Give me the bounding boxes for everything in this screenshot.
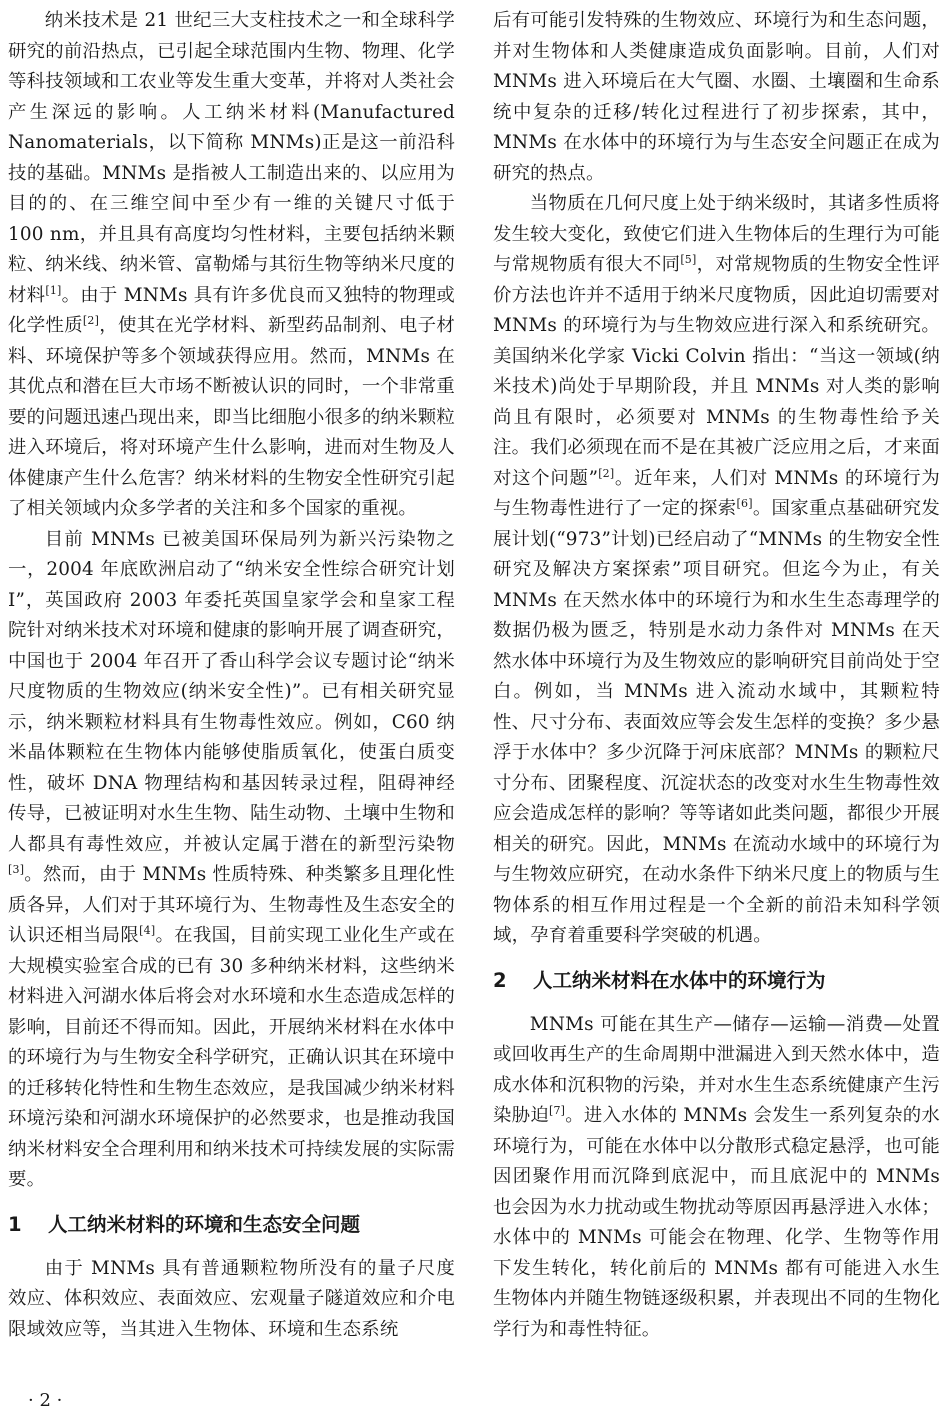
citation: [3] — [8, 862, 25, 876]
right-column — [493, 6, 940, 1345]
paragraph — [493, 1010, 940, 1346]
citation: [1] — [45, 283, 62, 297]
text-run: 。进入水体的 MNMs 会发生一系列复杂的水环境行为，可能在水体中以分散形式稳定悬浮，也可能因团聚作用而沉降到底泥中，而且底泥中的 MNMs 也会因为水力扰动或生物扰动等原因再悬浮进入水体；水体中的 MNMs 可能会在物理、化学、生物等作用下发生转化，转化前后的 MNMs 都有可能进入水生生物体内并随生物链逐级积累，并表现出不同的生物化学行为和毒性特征。 — [493, 1105, 940, 1340]
section-heading — [493, 966, 940, 996]
paragraph — [8, 525, 455, 1196]
citation: [2] — [82, 313, 100, 327]
citation: [2] — [598, 466, 615, 480]
text-run: 。然而，由于 MNMs 性质特殊、种类繁多且理化性质各异，人们对于其环境行为、生物毒性及生态安全的认识还相当局限 — [8, 864, 455, 946]
section-number: 2 — [493, 968, 507, 992]
text-run: 。近年来，人们对 MNMs 的环境行为与生物毒性进行了一定的探索 — [493, 467, 940, 519]
paragraph — [493, 6, 940, 189]
citation: [6] — [736, 496, 753, 510]
citation: [4] — [139, 923, 156, 937]
text-run: 。在我国，目前实现工业化生产或在大规模实验室合成的已有 30 多种纳米材料，这些纳米材料进入河湖水体后将会对水环境和水生态造成怎样的影响，目前还不得而知。因此，开展纳米材料在水体中的环境行为与生物安全科学研究，正确认识其在环境中的迁移转化特性和生物生态效应，是我国减少纳米材料环境污染和河湖水环境保护的必然要求，也是推动我国纳米材料安全合理利用和纳米技术可持续发展的实际需要。 — [8, 925, 456, 1190]
text-run: 当物质在几何尺度上处于纳米级时，其诸多性质将发生较大变化，致使它们进入生物体后的生理行为可能与常规物质有很大不同 — [493, 193, 940, 275]
text-run: 目前 MNMs 已被美国环保局列为新兴污染物之一，2004 年底欧洲启动了“纳米安全性综合研究计划 I”，英国政府 2003 年委托英国皇家学会和皇家工程院针对纳米技术对环境和健康的影响开展了调查研究，中国也于 2004 年召开了香山科学会议专题讨论“纳米尺度物质的生物效应(纳米安全性)”。已有相关研究显示，纳米颗粒材料具有生物毒性效应。例如，C60 纳米晶体颗粒在生物体内能够使脂质氧化，使蛋白质变性，破坏 DNA 物理结构和基因转录过程，阻碍神经传导，已被证明对水生生物、陆生动物、土壤中生物和人都具有毒性效应，并被认定属于潜在的新型污染物 — [8, 528, 455, 855]
left-column — [8, 6, 455, 1345]
section-heading — [8, 1210, 455, 1240]
text-run: 纳米技术是 21 世纪三大支柱技术之一和全球科学研究的前沿热点，已引起全球范围内生物、物理、化学等科技领域和工农业等发生重大变革，并将对人类社会产生深远的影响。人工纳米材料(Manufactured Nanomaterials，以下简称 MNMs)正是这一前沿科技的基础。MNMs 是指被人工制造出来的、以应用为目的的、在三维空间中至少有一维的关键尺寸低于 100 nm，并且具有高度均匀性材料，主要包括纳米颗粒、纳米线、纳米管、富勒烯与其衍生物等纳米尺度的材料 — [8, 10, 455, 306]
page-number: · 2 · — [28, 1390, 63, 1411]
paragraph — [8, 6, 455, 525]
text-run: 后有可能引发特殊的生物效应、环境行为和生态问题，并对生物体和人类健康造成负面影响。目前，人们对 MNMs 进入环境后在大气圈、水圈、土壤圈和生命系统中复杂的迁移/转化过程进行了初步探索，其中，MNMs 在水体中的环境行为与生态安全问题正在成为研究的热点。 — [493, 10, 940, 184]
citation: [7] — [548, 1103, 566, 1117]
text-run: 。由于 MNMs 具有许多优良而又独特的物理或化学性质 — [8, 284, 455, 336]
text-run: 由于 MNMs 具有普通颗粒物所没有的量子尺度效应、体积效应、表面效应、宏观量子隧道效应和介电限域效应等，当其进入生物体、环境和生态系统 — [8, 1257, 455, 1340]
section-title: 人工纳米材料的环境和生态安全问题 — [48, 1212, 361, 1236]
paragraph — [493, 189, 940, 952]
text-run: ，对常规物质的生物安全性评价方法也许并不适用于纳米尺度物质，因此迫切需要对 MNMs 的环境行为与生物效应进行深入和系统研究。美国纳米化学家 Vicki Colvin 指出：“当这一领域(纳米技术)尚处于早期阶段，并且 MNMs 对人类的影响尚且有限时，必须要对 MNMs 的生物毒性给予关注。我们必须现在而不是在其被广泛应用之后，才来面对这个问题” — [493, 254, 940, 489]
section-title: 人工纳米材料在水体中的环境行为 — [533, 968, 826, 992]
citation: [5] — [680, 252, 697, 266]
text-run: 。国家重点基础研究发展计划(“973”计划)已经启动了“MNMs 的生物安全性研究及解决方案探索”项目研究。但迄今为止，有关 MNMs 在天然水体中的环境行为和水生生态毒理学的数据仍极为匮乏，特别是水动力条件对 MNMs 在天然水体中环境行为及生物效应的影响研究目前尚处于空白。例如，当 MNMs 进入流动水域中，其颗粒特性、尺寸分布、表面效应等会发生怎样的变换？多少悬浮于水体中？多少沉降于河床底部？MNMs 的颗粒尺寸分布、团聚程度、沉淀状态的改变对水生生物毒性效应会造成怎样的影响？等等诸如此类问题，都很少开展相关的研究。因此，MNMs 在流动水域中的环境行为与生物效应研究，在动水条件下纳米尺度上的物质与生物体系的相互作用过程是一个全新的前沿未知科学领域，孕育着重要科学突破的机遇。 — [493, 498, 940, 946]
section-number: 1 — [8, 1212, 22, 1236]
text-run: ，使其在光学材料、新型药品制剂、电子材料、环境保护等多个领域获得应用。然而，MNMs 在其优点和潜在巨大市场不断被认识的同时，一个非常重要的问题迅速凸现出来，即当比细胞小很多的纳米颗粒进入环境后，将对环境产生什么影响，进而对生物及人体健康产生什么危害？纳米材料的生物安全性研究引起了相关领域内众多学者的关注和多个国家的重视。 — [8, 315, 455, 519]
text-run: MNMs 可能在其生产—储存—运输—消费—处置或回收再生产的生命周期中泄漏进入到天然水体中，造成水体和沉积物的污染，并对水生生态系统健康产生污染胁迫 — [493, 1013, 940, 1126]
paragraph — [8, 1254, 455, 1346]
